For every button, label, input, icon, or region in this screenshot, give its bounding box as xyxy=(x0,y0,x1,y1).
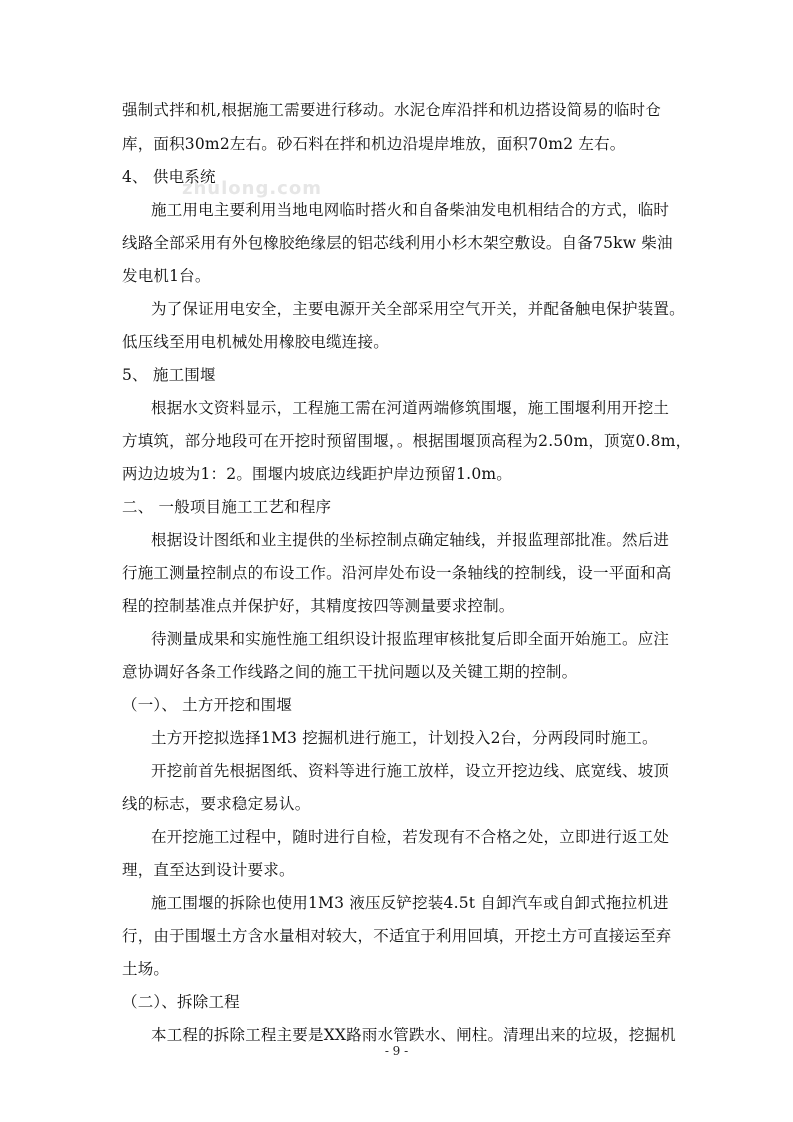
page-number: - 9 - xyxy=(384,1044,409,1058)
text-line: 土场。 xyxy=(122,960,170,978)
text-line: 施工围堰的拆除也使用1M3 液压反铲挖装4.5t 自卸汽车或自卸式拖拉机进 xyxy=(151,894,669,912)
section-heading: 4、 供电系统 xyxy=(122,168,216,186)
text-line: 行，由于围堰土方含水量相对较大，不适宜于利用回填，开挖土方可直接运至弃 xyxy=(122,927,672,945)
text-line: 本工程的拆除工程主要是XX路雨水管跌水、闸柱。清理出来的垃圾，挖掘机 xyxy=(151,1026,676,1044)
text-line: 发电机1台。 xyxy=(122,267,211,285)
text-line: 低压线至用电机械处用橡胶电缆连接。 xyxy=(122,333,389,351)
section-heading: （二）、拆除工程 xyxy=(122,993,240,1011)
text-line: 根据水文资料显示，工程施工需在河道两端修筑围堰，施工围堰利用开挖土 xyxy=(151,399,670,417)
section-heading: （一）、 土方开挖和围堰 xyxy=(122,696,293,714)
text-line: 施工用电主要利用当地电网临时搭火和自备柴油发电机相结合的方式，临时 xyxy=(151,201,670,219)
text-line: 线的标志，要求稳定易认。 xyxy=(122,795,311,813)
watermark: zhulong.com xyxy=(182,178,322,199)
text-line: 理，直至达到设计要求。 xyxy=(122,861,295,879)
text-line: 在开挖施工过程中，随时进行自检，若发现有不合格之处，立即进行返工处 xyxy=(151,828,670,846)
text-line: 程的控制基准点并保护好，其精度按四等测量要求控制。 xyxy=(122,597,515,615)
text-line: 方填筑，部分地段可在开挖时预留围堰，。根据围堰顶高程为2.50m，顶宽0.8m， xyxy=(122,432,692,450)
section-heading: 二、 一般项目施工工艺和程序 xyxy=(122,498,332,516)
text-line: 根据设计图纸和业主提供的坐标控制点确定轴线，并报监理部批准。然后进 xyxy=(151,531,670,549)
text-line: 两边边坡为1：2。围堰内坡底边线距护岸边预留1.0m。 xyxy=(122,465,512,483)
text-line: 开挖前首先根据图纸、资料等进行施工放样，设立开挖边线、底宽线、坡顶 xyxy=(151,762,670,780)
text-line: 库，面积30m2左右。砂石料在拌和机边沿堤岸堆放，面积70m2 左右。 xyxy=(122,135,626,153)
text-line: 意协调好各条工作线路之间的施工干扰问题以及关键工期的控制。 xyxy=(122,663,578,681)
text-line: 土方开挖拟选择1M3 挖掘机进行施工，计划投入2台，分两段同时施工。 xyxy=(151,729,658,747)
text-line: 为了保证用电安全，主要电源开关全部采用空气开关，并配备触电保护装置。 xyxy=(151,300,685,318)
text-line: 线路全部采用有外包橡胶绝缘层的铝芯线利用小杉木架空敷设。自备75kw 柴油 xyxy=(122,234,673,252)
text-line: 行施工测量控制点的布设工作。沿河岸处布设一条轴线的控制线，设一平面和高 xyxy=(122,564,672,582)
text-line: 强制式拌和机,根据施工需要进行移动。水泥仓库沿拌和机边搭设简易的临时仓 xyxy=(122,101,661,119)
text-line: 待测量成果和实施性施工组织设计报监理审核批复后即全面开始施工。应注 xyxy=(151,630,670,648)
section-heading: 5、 施工围堰 xyxy=(122,366,216,384)
